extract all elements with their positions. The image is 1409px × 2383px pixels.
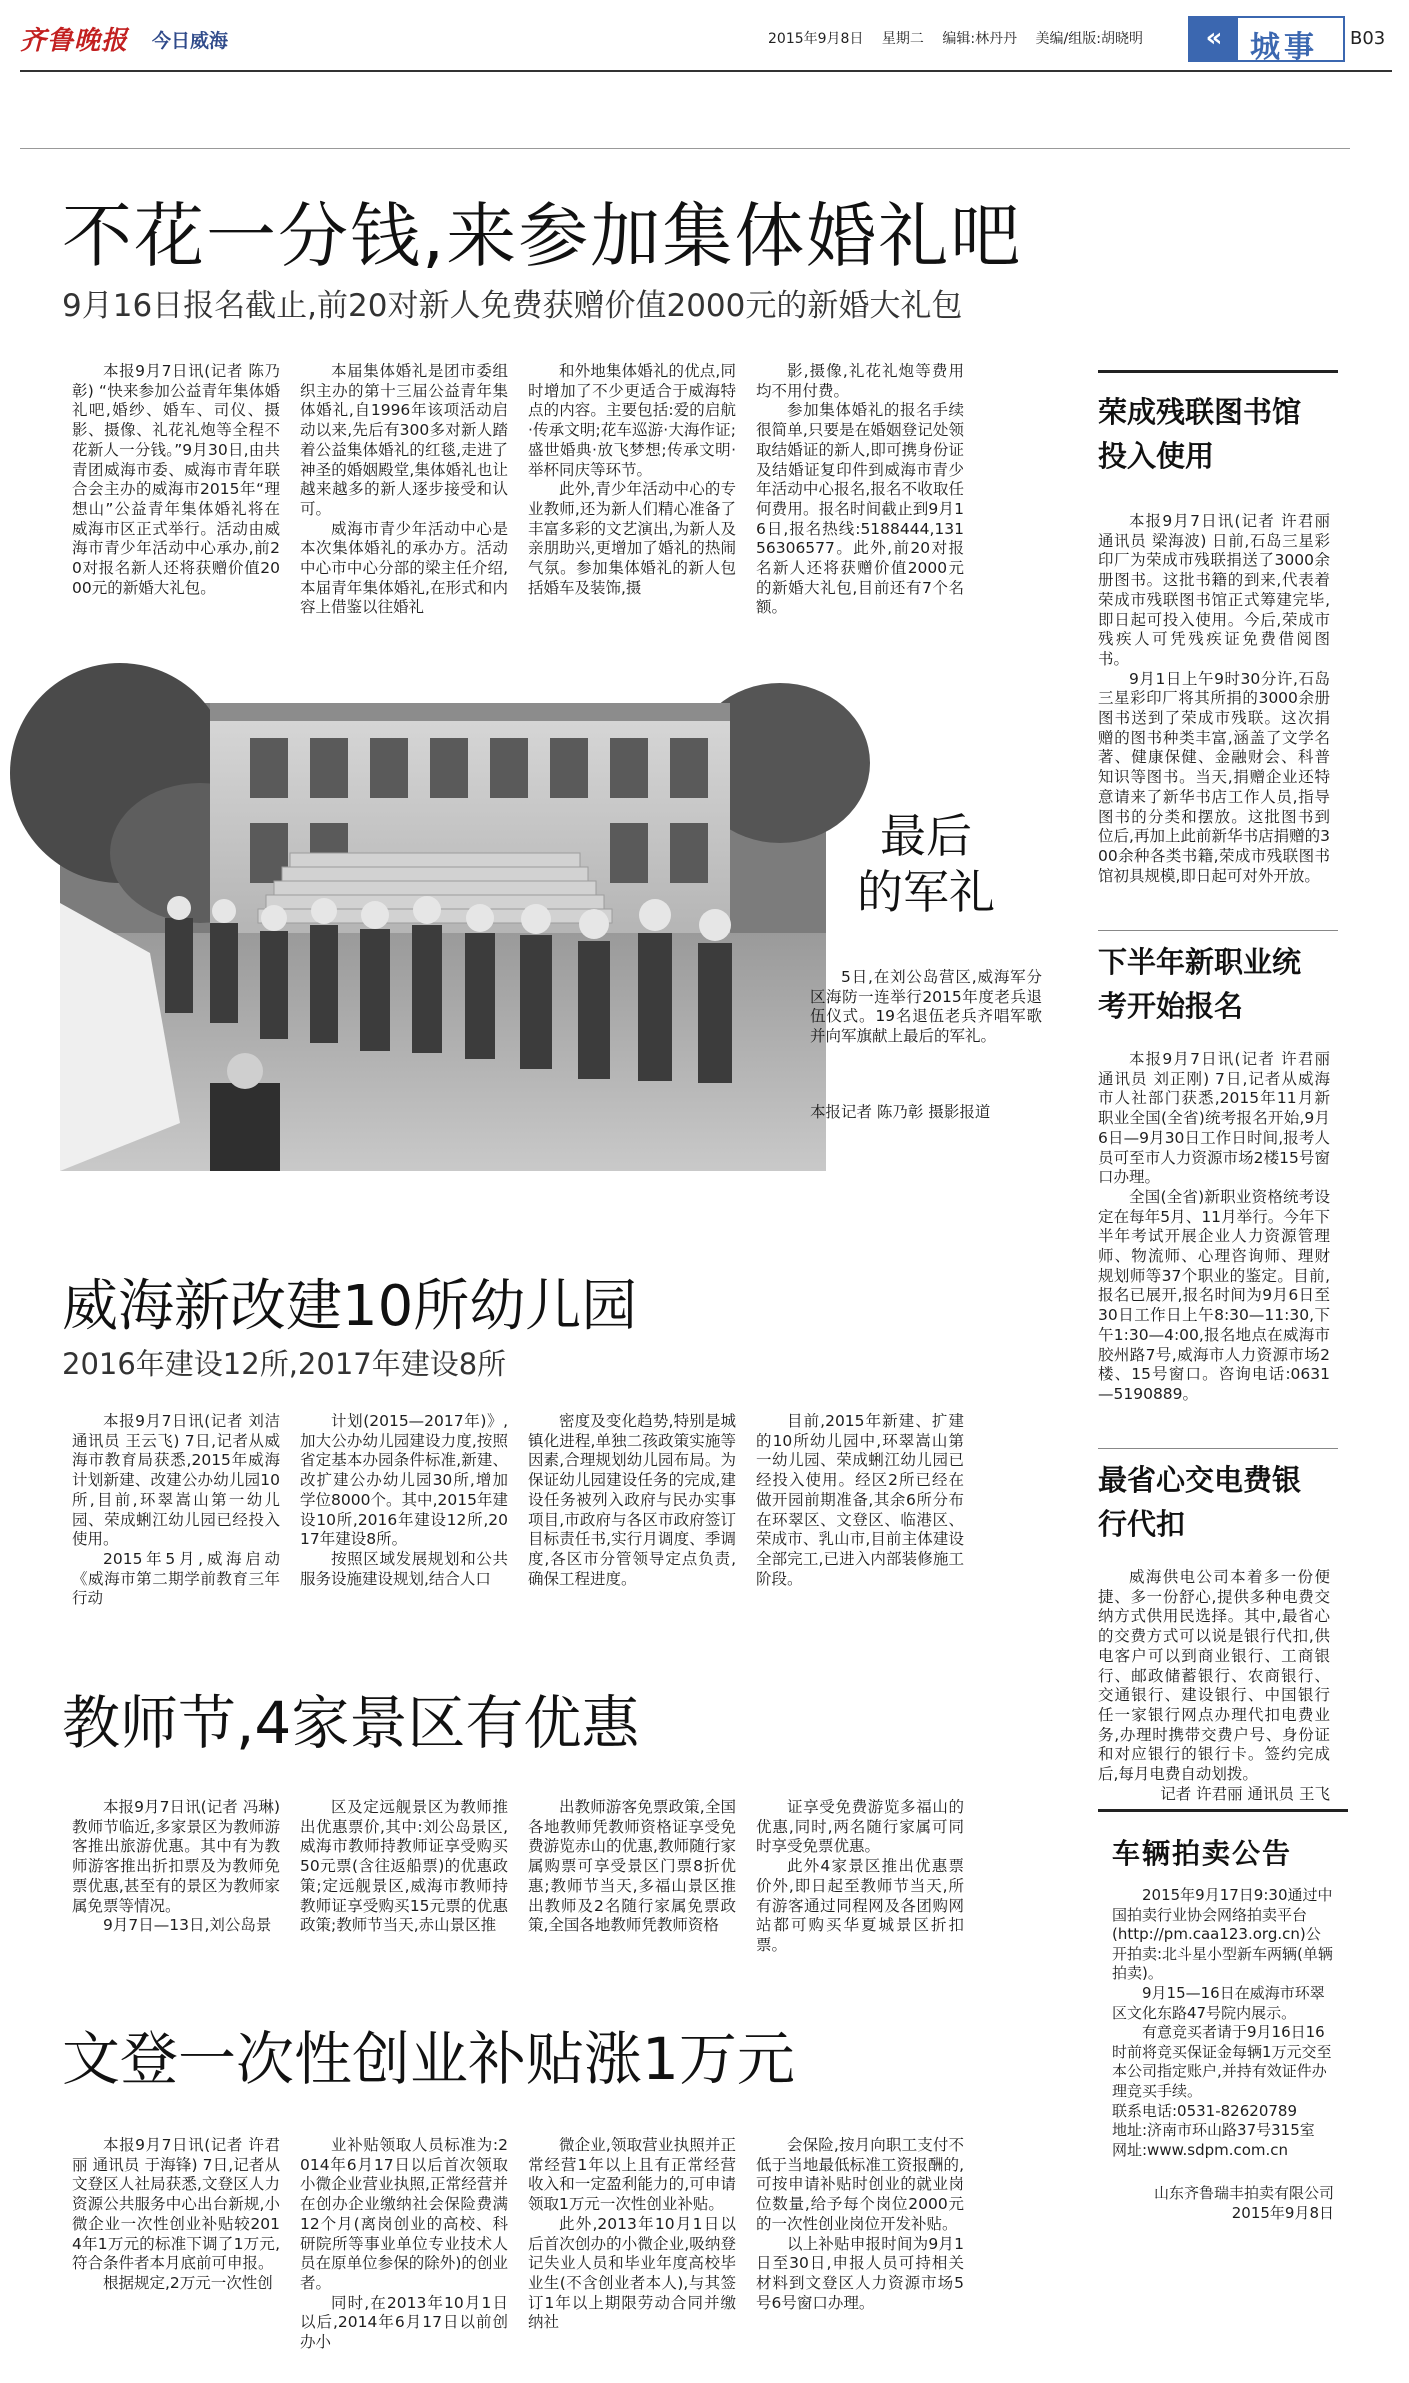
channel-name: 今日威海 bbox=[152, 30, 229, 52]
sidebar-story3-title: 最省心交电费银行代扣 bbox=[1098, 1463, 1302, 1541]
issue-date: 2015年9月8日 bbox=[768, 31, 864, 47]
paragraph: 计划(2015—2017年)》,加大公办幼儿园建设力度,按照省定基本办园条件标准,新建、改扩建公办幼儿园30所,增加学位8000个。其中,2015年建设10所,2016年建设12所,2017年建设8所。 bbox=[300, 1412, 508, 1549]
paragraph: 9月1日上午9时30分许,石岛三星彩印厂将其所捐的3000余册图书送到了荣成市残联。这次捐赠的图书种类丰富,涵盖了文学名著、健康保健、金融财会、科普知识等图书。当天,捐赠企业还特意请来了新华书店工作人员,指导图书的分类和摆放。这批图书到位后,再加上此前新华书店捐赠的300余种各类书籍,荣成市残联图书馆初具规模,即日起可对外开放。 bbox=[1098, 669, 1330, 885]
section-name: 城事 bbox=[1250, 30, 1318, 65]
story2-col2 bbox=[300, 1412, 508, 1642]
paragraph: 本报9月7日讯(记者 刘洁 通讯员 王云飞) 7日,记者从威海市教育局获悉,2015年威海计划新建、改建公办幼儿园10所,目前,环翠嵩山第一幼儿园、荣成蜊江幼儿园已经投入使用。 bbox=[72, 1412, 280, 1549]
paragraph: 本报9月7日讯(记者 冯琳) 教师节临近,多家景区为教师游客推出旅游优惠。其中有为教师游客推出折扣票及为教师免票优惠,甚至有的景区为教师家属免票等情况。 bbox=[72, 1798, 280, 1915]
paragraph: 根据规定,2万元一次性创 bbox=[103, 2273, 273, 2292]
soldiers-salute-photo bbox=[60, 703, 826, 1171]
sidebar-story2-title: 下半年新职业统考开始报名 bbox=[1098, 945, 1302, 1023]
sidebar-rule bbox=[1098, 370, 1338, 373]
caption-text: 5日,在刘公岛营区,威海军分区海防一连举行2015年度老兵退伍仪式。19名退伍老兵齐唱军歌并向军旗献上最后的军礼。 bbox=[810, 968, 1042, 1046]
story3-col3 bbox=[528, 1798, 736, 1966]
story1-col3 bbox=[528, 362, 736, 662]
paragraph: 2015年5月,威海启动《威海市第二期学前教育三年行动 bbox=[72, 1549, 280, 1608]
auction-p1: 2015年9月17日9:30通过中国拍卖行业协会网络拍卖平台(http://pm.caa123.org.cn)公开拍卖:北斗星小型新车两辆(单辆拍卖)。 bbox=[1112, 1886, 1333, 1983]
paragraph: 全国(全省)新职业资格统考设定在每年5月、11月举行。今年下半年考试开展企业人力资源管理师、物流师、心理咨询师、理财规划师等37个职业的鉴定。目前,报名已展开,报名时间为9月6日至30日工作日上午8:30—11:30,下午1:30—4:00,报名地点在威海市胶州路7号,威海市人力资源市场2楼、15号窗口。咨询电话:0631—5190889。 bbox=[1098, 1187, 1330, 1403]
paragraph: 此外,2013年10月1日以后首次创办的小微企业,吸纳登记失业人员和毕业年度高校毕业生(不含创业者本人),与其签订1年以上期限劳动合同并缴纳社 bbox=[528, 2214, 736, 2332]
story1-headline: 不花一分钱,来参加集体婚礼吧 bbox=[62, 195, 1023, 277]
paragraph: 密度及变化趋势,特别是城镇化进程,单独二孩政策实施等因素,合理规划幼儿园布局。为保证幼儿园建设任务的完成,建设任务被列入政府与民办实事项目,市政府与各区市政府签订目标责任书,实行月调度、季调度,各区市分管领导定点负责,确保工程进度。 bbox=[528, 1412, 736, 1588]
sidebar-story3-sign: 记者 许君丽 通讯员 王飞 bbox=[1160, 1784, 1330, 1803]
story4-headline: 文登一次性创业补贴涨1万元 bbox=[62, 2025, 795, 2093]
issue-meta bbox=[768, 28, 1157, 48]
story2-col4 bbox=[756, 1412, 964, 1642]
auction-website[interactable]: 网址:www.sdpm.com.cn bbox=[1112, 2140, 1289, 2159]
paragraph: 以上补贴申报时间为9月1日至30日,申报人员可持相关材料到文登区人力资源市场5号6号窗口办理。 bbox=[756, 2234, 964, 2312]
paragraph: 微企业,领取营业执照并正常经营1年以上且有正常经营收入和一定盈利能力的,可申请领取1万元一次性创业补贴。 bbox=[528, 2136, 736, 2214]
page-number: B03 bbox=[1350, 28, 1386, 49]
sidebar-story1-body bbox=[1098, 512, 1330, 902]
paragraph: 证享受免费游览多福山的优惠,同时,两名随行家属可同时享受免票优惠。 bbox=[756, 1798, 964, 1856]
paragraph: 9月7日—13日,刘公岛景 bbox=[103, 1916, 272, 1935]
sidebar-divider bbox=[1098, 930, 1338, 931]
story2-subhead: 2016年建设12所,2017年建设8所 bbox=[62, 1347, 507, 1381]
auction-p2: 9月15—16日在威海市环翠区文化东路47号院内展示。 bbox=[1112, 1983, 1325, 2022]
story4-col2 bbox=[300, 2136, 508, 2368]
story3-col1 bbox=[72, 1798, 280, 1966]
newspaper-logo: 齐鲁晚报 bbox=[20, 26, 129, 56]
sidebar-divider bbox=[1098, 1448, 1338, 1449]
auction-date: 2015年9月8日 bbox=[1231, 2203, 1334, 2222]
paragraph: 业补贴领取人员标准为:2014年6月17日以后首次领取小微企业营业执照,正常经营并在创办企业缴纳社会保险费满12个月(离岗创业的高校、科研院所等事业单位专业技术人员在原单位参保的除外)的创业者。 bbox=[300, 2136, 508, 2292]
story4-col3 bbox=[528, 2136, 736, 2368]
designer-credit: 美编/组版:胡晓明 bbox=[1035, 31, 1143, 47]
story4-col1 bbox=[72, 2136, 280, 2368]
auction-notice bbox=[1098, 1809, 1348, 2359]
paragraph: 本报9月7日讯(记者 陈乃彰) “快来参加公益青年集体婚礼吧,婚纱、婚车、司仪、摄影、摄像、礼花礼炮等全程不花新人一分钱。”9月30日,由共青团威海市委、威海市青年联合会主办的威海市2015年“理想山”公益青年集体婚礼将在威海市区正式举行。活动由威海市青少年活动中心承办,前20对报名新人还将获赠价值2000元的新婚大礼包。 bbox=[72, 362, 280, 597]
story3-col4 bbox=[756, 1798, 964, 1966]
story1-subhead: 9月16日报名截止,前20对新人免费获赠价值2000元的新婚大礼包 bbox=[62, 288, 963, 324]
paragraph: 参加集体婚礼的报名手续很简单,只要是在婚姻登记处领取结婚证的新人,即可携身份证及结婚证复印件到威海市青少年活动中心报名,报名不收取任何费用。报名时间截止到9月16日,报名热线:5188444,13156306577。此外,前20对报名新人还将获赠价值2000元的新婚大礼包,目前还有7个名额。 bbox=[756, 401, 964, 617]
photo-credit: 本报记者 陈乃彰 摄影报道 bbox=[810, 1103, 991, 1121]
paragraph: 会保险,按月向职工支付不低于当地最低标准工资报酬的,可按申请补贴时创业的就业岗位数量,给予每个岗位2000元的一次性创业岗位开发补贴。 bbox=[756, 2136, 964, 2233]
paragraph: 此外4家景区推出优惠票价外,即日起至教师节当天,所有游客通过同程网及各团购网站都可购买华夏城景区折扣票。 bbox=[756, 1857, 964, 1954]
photo-feature-title bbox=[846, 808, 1006, 920]
paragraph: 目前,2015年新建、扩建的10所幼儿园中,环翠嵩山第一幼儿园、荣成蜊江幼儿园已经投入使用。经区2所已经在做开园前期准备,其余6所分布在环翠区、文登区、临港区、荣成市、乳山市,目前主体建设全部完工,已进入内部装修施工阶段。 bbox=[756, 1412, 964, 1588]
story1-col1 bbox=[72, 362, 280, 662]
sidebar-story1-title: 荣成残联图书馆投入使用 bbox=[1098, 395, 1302, 473]
editor-credit: 编辑:林丹丹 bbox=[942, 31, 1018, 47]
story1-col2 bbox=[300, 362, 508, 662]
paragraph: 按照区域发展规划和公共服务设施建设规划,结合人口 bbox=[300, 1549, 508, 1588]
header-rule-thin bbox=[20, 148, 1350, 149]
photo-caption bbox=[810, 968, 1042, 1047]
paragraph: 出教师游客免票政策,全国各地教师凭教师资格证享受免费游览赤山的优惠,教师随行家属购票可享受景区门票8折优惠;教师节当天,多福山景区推出教师及2名随行家属免票政策,全国各地教师凭教师资格 bbox=[528, 1798, 736, 1935]
story1-col4 bbox=[756, 362, 964, 662]
paragraph: 同时,在2013年10月1日以后,2014年6月17日以前创办小 bbox=[300, 2293, 508, 2352]
double-chevron-left-icon: « bbox=[1190, 18, 1238, 60]
auction-address: 地址:济南市环山路37号315室 bbox=[1112, 2121, 1315, 2140]
story3-col2 bbox=[300, 1798, 508, 1966]
story3-headline: 教师节,4家景区有优惠 bbox=[62, 1689, 640, 1757]
photo-title-line2: 的军礼 bbox=[857, 865, 995, 919]
sidebar-story3-body bbox=[1098, 1568, 1330, 1803]
paragraph: 本报9月7日讯(记者 许君丽 通讯员 于海锋) 7日,记者从文登区人社局获悉,文登区人力资源公共服务中心出台新规,小微企业一次性创业补贴较2014年1万元的标准下调了1万元,符合条件者本月底前可申报。 bbox=[72, 2136, 280, 2273]
paragraph: 影,摄像,礼花礼炮等费用均不用付费。 bbox=[756, 362, 964, 400]
masthead bbox=[20, 10, 1392, 70]
paragraph: 威海市青少年活动中心是本次集体婚礼的承办方。活动中心市中心分部的梁主任介绍,本届青年集体婚礼,在形式和内容上借鉴以往婚礼 bbox=[300, 519, 508, 617]
auction-p3: 有意竞买者请于9月16日16时前将竞买保证金每辆1万元交至本公司指定账户,并持有效证件办理竞买手续。 bbox=[1112, 2023, 1332, 2100]
story2-col1 bbox=[72, 1412, 280, 1642]
paragraph: 本届集体婚礼是团市委组织主办的第十三届公益青年集体婚礼,自1996年该项活动启动以来,先后有300多对新人踏着公益集体婚礼的红毯,走进了神圣的婚姻殿堂,集体婚礼也让越来越多的新人逐步接受和认可。 bbox=[300, 362, 508, 518]
sidebar-story2-body bbox=[1098, 1050, 1330, 1440]
auction-title: 车辆拍卖公告 bbox=[1112, 1837, 1293, 1870]
photo-illustration bbox=[60, 703, 826, 1171]
paragraph: 区及定远舰景区为教师推出优惠票价,其中:刘公岛景区,威海市教师持教师证享受购买50元票(含往返船票)的优惠政策;定远舰景区,威海市教师持教师证享受购买15元票的优惠政策;教师节当天,赤山景区推 bbox=[300, 1798, 508, 1935]
issue-weekday: 星期二 bbox=[881, 31, 924, 47]
section-badge bbox=[1188, 16, 1345, 65]
auction-company: 山东齐鲁瑞丰拍卖有限公司 bbox=[1153, 2184, 1334, 2203]
header-rule bbox=[20, 70, 1392, 72]
paragraph: 本报9月7日讯(记者 许君丽 通讯员 梁海波) 日前,石岛三星彩印厂为荣成市残联捐送了3000余册图书。这批书籍的到来,代表着荣成市残联图书馆正式筹建完毕,即日起可投入使用。今后,荣成市残疾人可凭残疾证免费借阅图书。 bbox=[1098, 512, 1330, 668]
auction-phone: 联系电话:0531-82620789 bbox=[1112, 2101, 1297, 2120]
story4-col4 bbox=[756, 2136, 964, 2368]
auction-body bbox=[1112, 1886, 1334, 2224]
story2-headline: 威海新改建10所幼儿园 bbox=[62, 1274, 638, 1339]
paragraph: 本报9月7日讯(记者 许君丽 通讯员 刘正刚) 7日,记者从威海市人社部门获悉,2015年11月新职业全国(全省)统考报名开始,9月6日—9月30日工作日时间,报考人员可至市人力资源市场2楼15号窗口办理。 bbox=[1098, 1050, 1330, 1187]
paragraph: 和外地集体婚礼的优点,同时增加了不少更适合于威海特点的内容。主要包括:爱的启航·传承文明;花车巡游·大海作证;盛世婚典·放飞梦想;传承文明·举杯同庆等环节。 bbox=[528, 362, 736, 479]
paragraph: 此外,青少年活动中心的专业教师,还为新人们精心准备了丰富多彩的文艺演出,为新人及亲朋助兴,更增加了婚礼的热闹气氛。参加集体婚礼的新人包括婚车及装饰,摄 bbox=[528, 480, 736, 597]
paragraph: 威海供电公司本着多一份便捷、多一份舒心,提供多种电费交纳方式供用民选择。其中,最省心的交费方式可以说是银行代扣,供电客户可以到商业银行、工商银行、邮政储蓄银行、农商银行、交通银行、建设银行、中国银行任一家银行网点办理代扣电费业务,办理时携带交费户号、身份证和对应银行的银行卡。签约完成后,每月电费自动划拨。 bbox=[1098, 1568, 1330, 1784]
story2-col3 bbox=[528, 1412, 736, 1642]
photo-title-line1: 最后 bbox=[880, 809, 972, 863]
